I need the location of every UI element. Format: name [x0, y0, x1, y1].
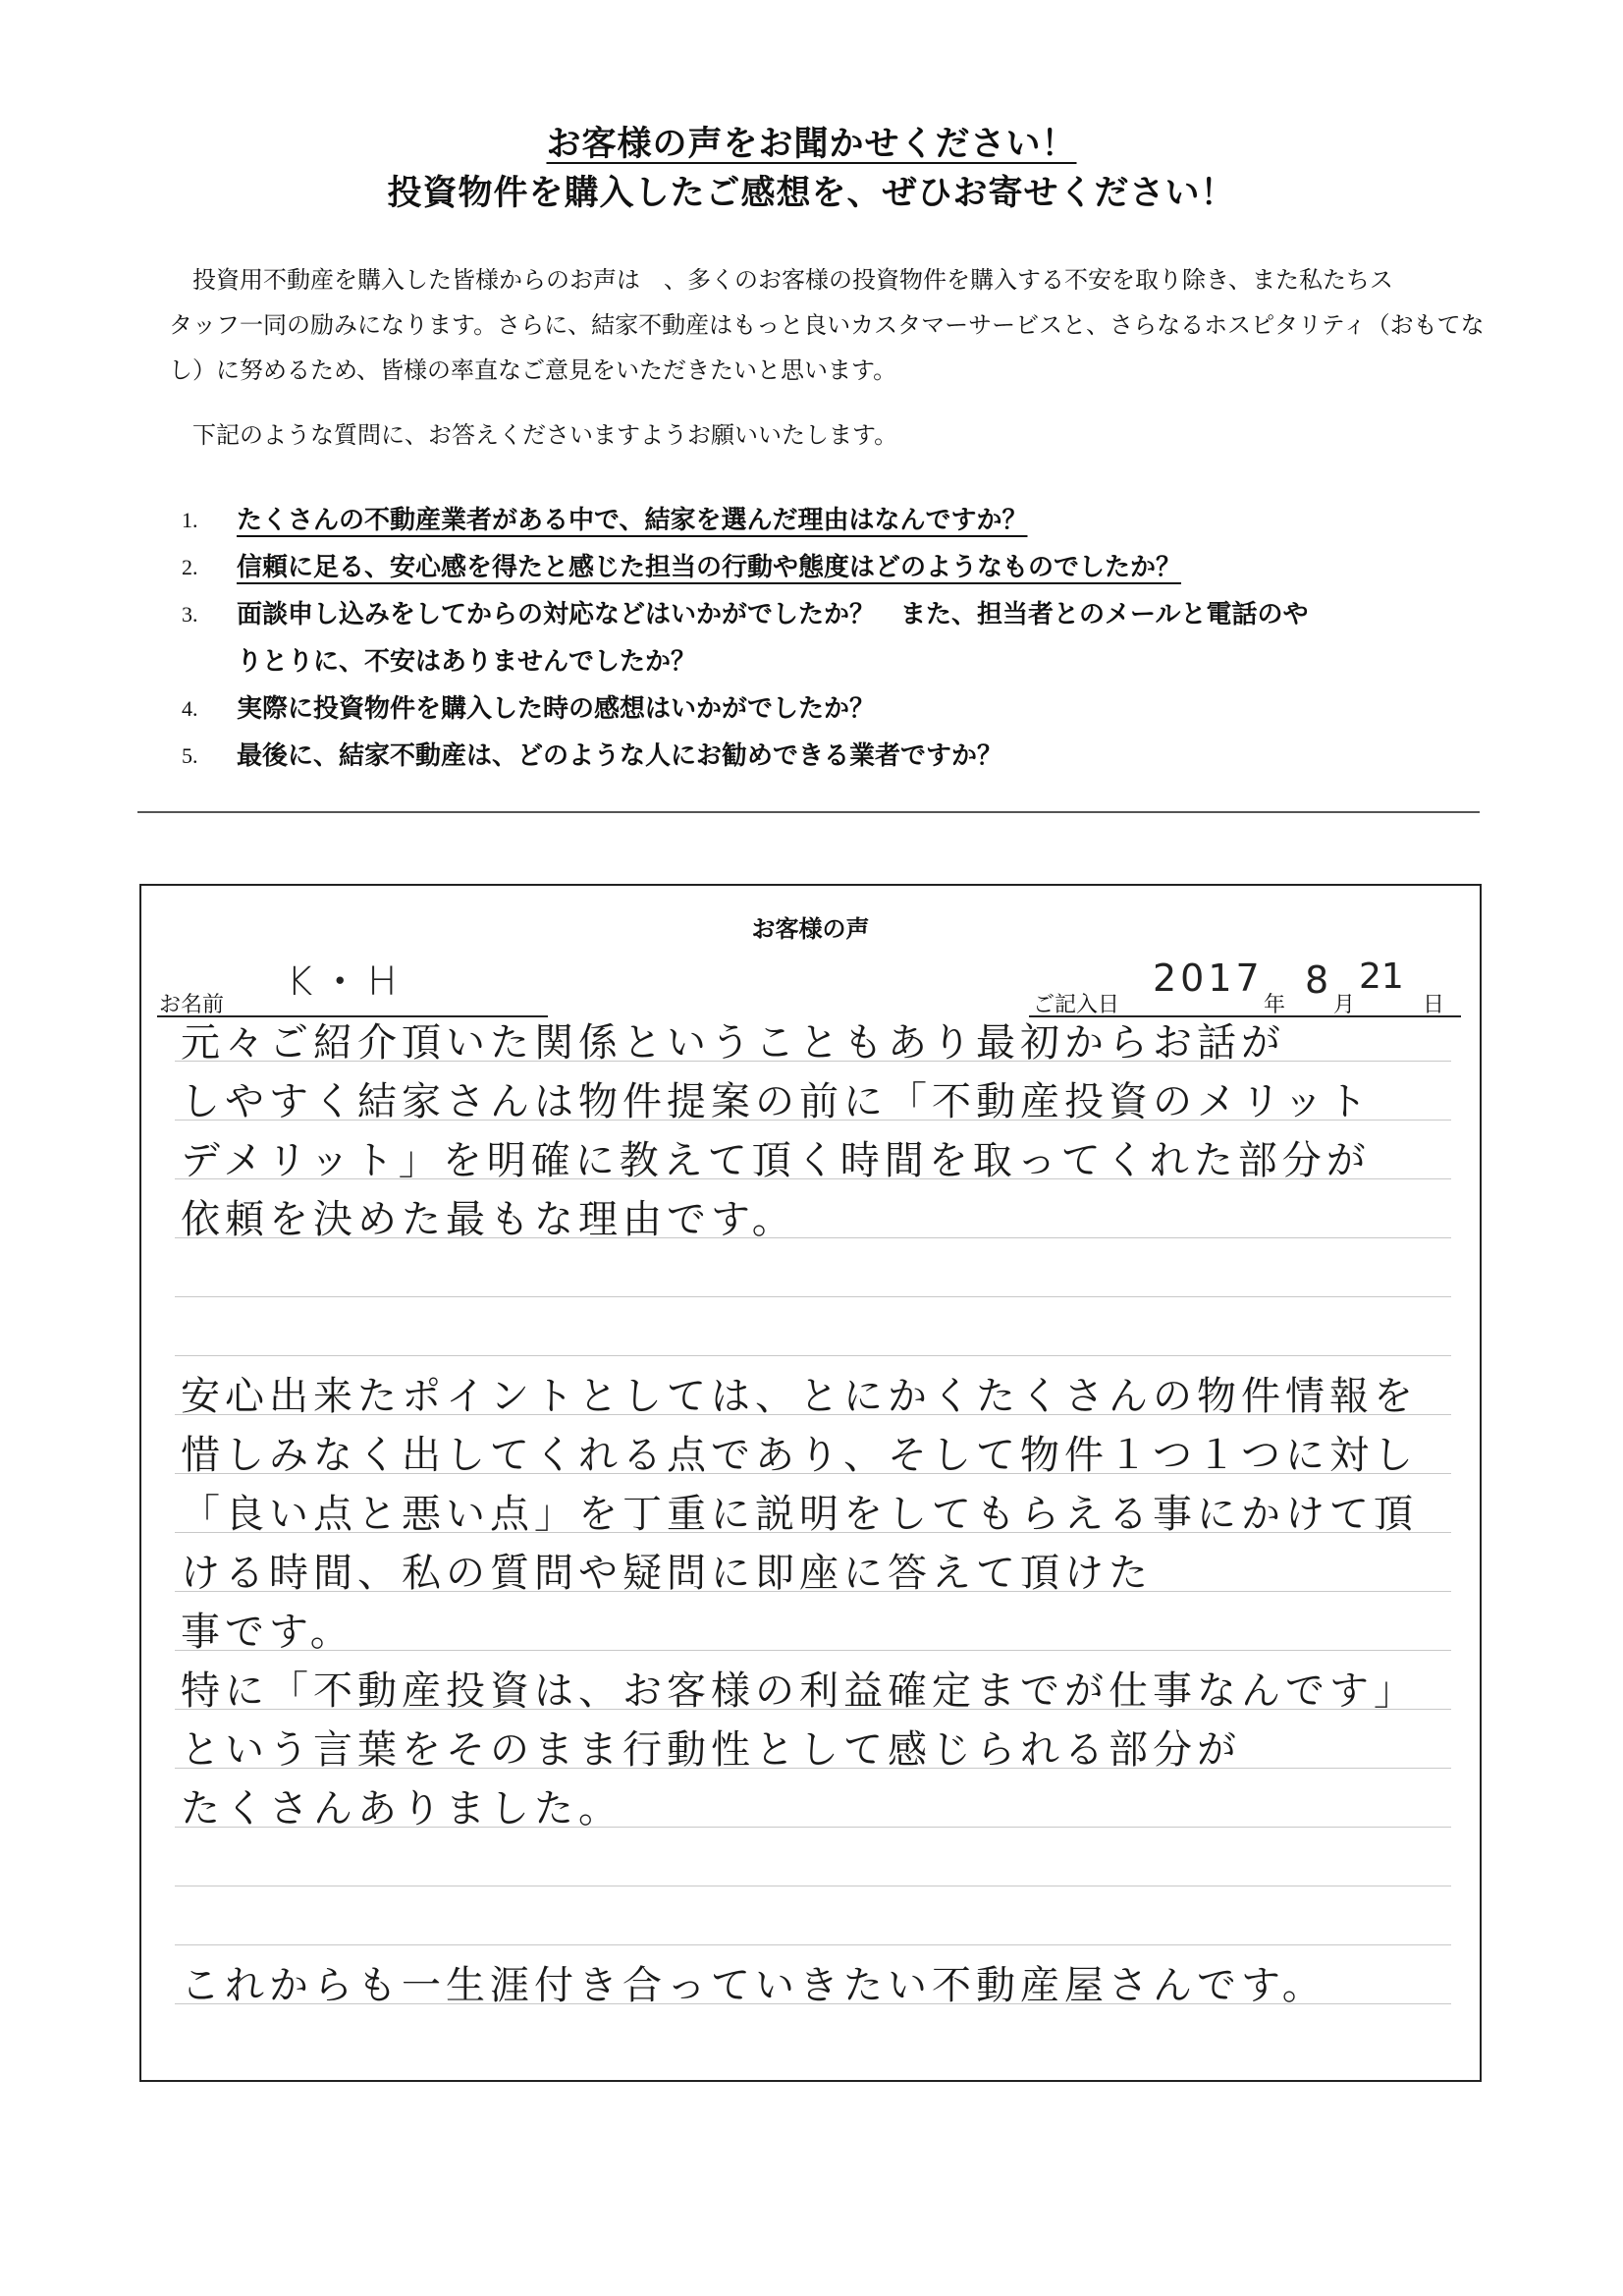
question-number: 4. — [182, 696, 198, 721]
handwritten-line: 安心出来たポイントとしては、とにかくたくさんの物件情報を — [181, 1374, 1418, 1419]
intro-line-1: 投資用不動産を購入した皆様からのお声は 、多くのお客様の投資物件を購入する不安を取り除き、また私たちス — [192, 266, 1394, 294]
date-day-value: 21 — [1359, 957, 1404, 997]
question-number: 1. — [182, 508, 198, 532]
handwritten-line: 惜しみなく出してくれる点であり、そして物件１つ１つに対し — [181, 1433, 1418, 1478]
intro-request: 下記のような質問に、お答えくださいますようお願いいたします。 — [192, 421, 898, 449]
question-number: 2. — [182, 555, 198, 579]
day-unit: 日 — [1423, 993, 1445, 1017]
intro-line-2: タッフ一同の励みになります。さらに、結家不動産はもっと良いカスタマーサービスと、さらなるホスピタリティ（おもてな — [169, 311, 1485, 339]
question-number: 5. — [182, 743, 198, 768]
question-item — [182, 497, 1488, 544]
question-list — [182, 497, 1488, 780]
page-header — [0, 120, 1623, 218]
handwritten-line: これからも一生涯付き合っていきたい不動産屋さんです。 — [181, 1963, 1326, 2008]
question-text-continued: りとりに、不安はありませんでしたか？ — [237, 647, 697, 677]
question-item — [182, 544, 1488, 591]
question-text: 面談申し込みをしてからの対応などはいかがでしたか？ また、担当者とのメールと電話のや — [237, 600, 1309, 629]
question-text: 最後に、結家不動産は、どのような人にお勧めできる業者ですか？ — [237, 741, 1003, 771]
date-year-value: 2017 — [1153, 957, 1264, 1000]
question-number: 3. — [182, 602, 198, 627]
handwritten-line: デメリット」を明確に教えて頂く時間を取ってくれた部分が — [181, 1138, 1371, 1183]
question-text: 実際に投資物件を購入した時の感想はいかがでしたか？ — [237, 694, 876, 724]
name-value: K・H — [287, 959, 406, 1005]
date-label: ご記入日 — [1033, 993, 1120, 1017]
intro-text — [169, 257, 1489, 393]
handwritten-line: たくさんありました。 — [181, 1786, 622, 1831]
handwritten-line: 元々ご紹介頂いた関係ということもあり最初からお話が — [181, 1020, 1285, 1066]
customer-voice-box — [139, 884, 1482, 2082]
handwritten-line: 「良い点と悪い点」を丁重に説明をしてもらえる事にかけて頂 — [181, 1492, 1418, 1537]
intro-line-3: し）に努めるため、皆様の率直なご意見をいただきたいと思います。 — [169, 356, 897, 384]
name-label: お名前 — [159, 993, 225, 1017]
box-title: お客様の声 — [751, 915, 870, 943]
question-item — [182, 685, 1488, 733]
date-month-value: 8 — [1305, 958, 1329, 1002]
page-title: お客様の声をお聞かせください！ — [546, 125, 1077, 164]
year-unit: 年 — [1264, 993, 1286, 1017]
handwritten-line: 事です。 — [181, 1610, 354, 1655]
handwritten-line: という言葉をそのまま行動性として感じられる部分が — [181, 1727, 1241, 1773]
question-text: たくさんの不動産業者がある中で、結家を選んだ理由はなんですか？ — [237, 506, 1028, 535]
section-divider — [137, 811, 1480, 813]
handwritten-line: 特に「不動産投資は、お客様の利益確定までが仕事なんです」 — [181, 1668, 1418, 1714]
question-item — [182, 733, 1488, 780]
question-text: 信頼に足る、安心感を得たと感じた担当の行動や態度はどのようなものでしたか？ — [237, 553, 1182, 582]
handwritten-line: しやすく結家さんは物件提案の前に「不動産投資のメリット — [181, 1079, 1373, 1124]
month-unit: 月 — [1333, 993, 1356, 1017]
handwritten-line: 依頼を決めた最もな理由です。 — [181, 1197, 796, 1242]
page-subtitle: 投資物件を購入したご感想を、ぜひお寄せください！ — [387, 174, 1236, 213]
handwritten-response — [181, 1013, 1457, 2015]
handwritten-line: ける時間、私の質問や疑問に即座に答えて頂けた — [181, 1551, 1153, 1596]
question-item — [182, 591, 1488, 685]
